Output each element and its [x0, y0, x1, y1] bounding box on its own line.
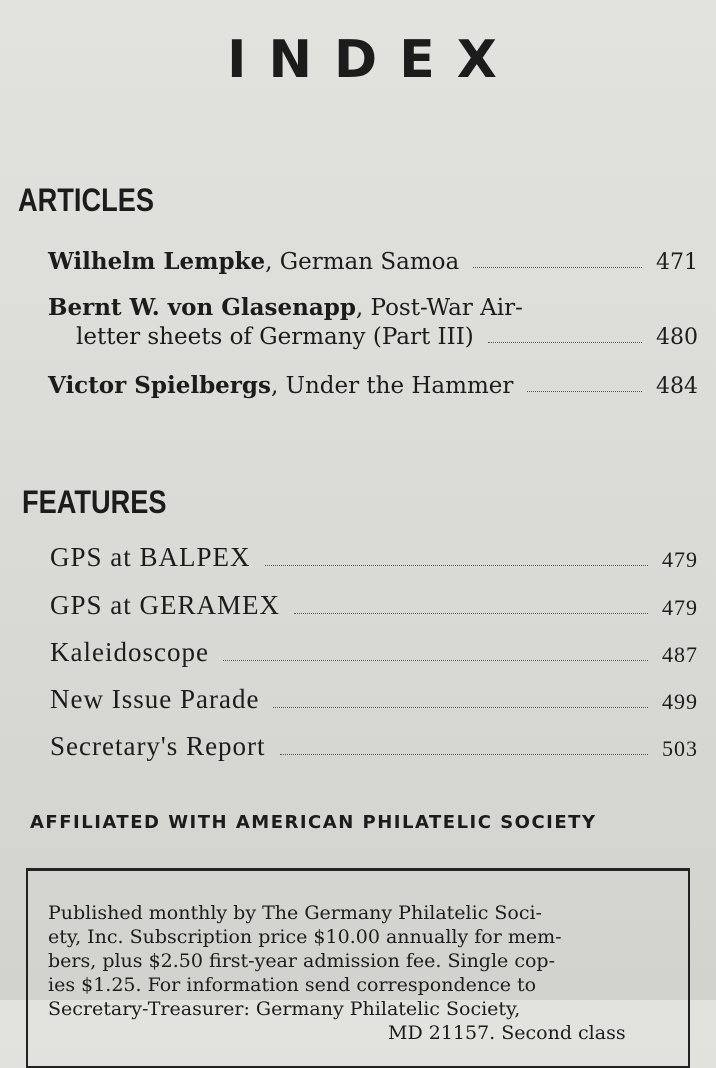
page-number: 484: [656, 374, 698, 399]
feature-entry: [50, 684, 698, 715]
article-author: Wilhelm Lempke: [48, 248, 266, 275]
article-entry-continued: [76, 324, 698, 350]
page-number: 479: [662, 595, 698, 620]
page-number: 479: [662, 547, 698, 572]
feature-title: Secretary's Report: [50, 731, 266, 761]
affiliation-line: AFFILIATED WITH AMERICAN PHILATELIC SOCIETY: [30, 812, 597, 833]
feature-entry: [50, 542, 698, 573]
leader-dots: [294, 613, 648, 614]
page-number: 480: [656, 325, 698, 350]
leader-dots: [280, 754, 648, 755]
notice-line: ety, Inc. Subscription price $10.00 annually for mem-: [48, 926, 562, 948]
leader-dots: [473, 267, 642, 268]
article-entry: Wilhelm Lempke, German Samoa 471: [48, 248, 698, 275]
leader-dots: [488, 342, 642, 343]
article-title: Under the Hammer: [285, 373, 514, 399]
leader-dots: [527, 391, 642, 392]
article-entry: Bernt W. von Glasenapp, Post-War Air-: [48, 294, 523, 321]
page-number: 487: [662, 642, 698, 667]
leader-dots: [265, 565, 648, 566]
feature-title: New Issue Parade: [50, 684, 260, 714]
feature-title: Kaleidoscope: [50, 637, 209, 667]
notice-line: Published monthly by The Germany Philatelic Soci-: [48, 902, 542, 924]
article-author: Victor Spielbergs: [48, 372, 271, 399]
article-title: German Samoa: [279, 249, 460, 275]
notice-line: Secretary-Treasurer: Germany Philatelic Society,: [48, 998, 521, 1020]
page-number: 503: [662, 736, 698, 761]
feature-entry: [50, 731, 698, 762]
article-title-continued: letter sheets of Germany (Part III): [76, 324, 474, 350]
article-title: Post-War Air-: [370, 295, 523, 321]
feature-entry: [50, 637, 698, 668]
articles-heading: ARTICLES: [18, 182, 154, 218]
notice-line: ies $1.25. For information send correspondence to: [48, 974, 537, 996]
page-number: 499: [662, 689, 698, 714]
notice-line: MD 21157. Second class: [388, 1022, 626, 1044]
publication-notice-box: [26, 868, 690, 1068]
feature-entry: [50, 590, 698, 621]
feature-title: GPS at GERAMEX: [50, 590, 281, 620]
page-title: INDEX: [227, 30, 519, 90]
leader-dots: [223, 660, 648, 661]
leader-dots: [273, 707, 648, 708]
features-heading: FEATURES: [22, 484, 167, 520]
article-author: Bernt W. von Glasenapp: [48, 294, 356, 321]
article-entry: Victor Spielbergs, Under the Hammer 484: [48, 372, 698, 399]
page-number: 471: [656, 250, 698, 275]
feature-title: GPS at BALPEX: [50, 542, 251, 572]
notice-line: bers, plus $2.50 first-year admission fee. Single cop-: [48, 950, 555, 972]
